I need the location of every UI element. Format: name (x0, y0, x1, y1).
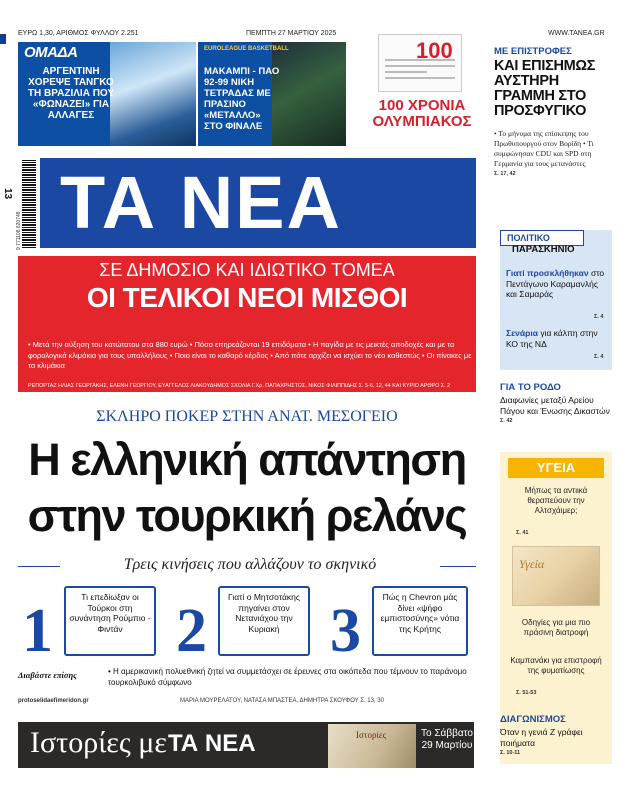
health-header: ΥΓΕΙΑ (508, 458, 604, 478)
read-also-label: Διαβάστε επίσης (18, 670, 77, 680)
main-headline-line2: στην τουρκική ρελάνς (27, 490, 467, 541)
hundred-number: 100 (416, 38, 453, 63)
contest-story[interactable] (500, 714, 620, 756)
move-number: 1 (22, 597, 53, 665)
move-number: 2 (176, 597, 207, 665)
refugee-kicker: ΜΕ ΕΠΙΣΤΡΟΦΕΣ (494, 46, 572, 57)
rodo-story[interactable] (500, 382, 620, 424)
basketball-photo (272, 42, 346, 146)
main-subhead: Τρεις κινήσεις που αλλάζουν το σκηνικό (60, 556, 440, 574)
health-item-1-page: Σ. 41 (516, 530, 529, 536)
health-item-2[interactable]: Οδηγίες για μια πιο πράσινη διατροφή (521, 618, 591, 637)
refugee-page: Σ. 17, 42 (494, 171, 516, 177)
contest-page: Σ. 10-11 (500, 750, 521, 756)
promo-date: Το Σάββατο 29 Μαρτίου (421, 728, 473, 751)
politiko-item-1[interactable] (506, 268, 606, 300)
politiko-item-1-bold: Γιατί προσκλήθηκαν (506, 268, 589, 278)
omada-teaser[interactable] (18, 42, 196, 146)
omada-logo: ΟΜΑΔΑ (24, 44, 78, 61)
refugee-story[interactable] (494, 46, 620, 177)
health-item-3-page: Σ. 51-53 (516, 690, 537, 696)
health-item-1[interactable]: Μήπως τα αντιικά θεραπεύουν την Αλτσχάιμερ; (524, 486, 588, 515)
corner-mark (0, 34, 6, 44)
promo-brand: ΤΑ ΝΕΑ (168, 730, 256, 757)
politiko-item-2-rest: για κάλπη στην ΚΟ της ΝΔ (506, 328, 598, 349)
politiko-label-1: ΠΟΛΙΤΙΚΟ (507, 233, 550, 243)
olympiakos-100-years[interactable]: 100 ΧΡΟΝΙΑ ΟΛΥΜΠΙΑΚΟΣ (372, 97, 472, 130)
barcode (22, 160, 36, 248)
main-headline[interactable] (18, 432, 476, 544)
salaries-story[interactable] (18, 256, 476, 392)
main-credits: ΜΑΡΙΑ ΜΟΥΡΕΛΑΤΟΥ, ΝΑΤΑΣΑ ΜΠΑΣΤΕΑ, ΔΗΜΗΤΡΑ ΣΚΟΥΦΟΥ Σ. 13, 30 (180, 698, 384, 704)
promo-cover-label: Ιστορίες (356, 730, 387, 740)
politiko-item-2[interactable] (506, 328, 606, 349)
issue-date: ΠΕΜΠΤΗ 27 ΜΑΡΤΙΟΥ 2025 (246, 30, 337, 37)
newspaper-logo: ΤΑ ΝΕΑ (60, 161, 342, 244)
refugee-body: • Το μήνυμα της επίσκεψης του Πρωθυπουργού στον Βορίδη • Τι συμφώνησαν CDU και SPD στη Γερμανία για τους μετανάστες (494, 129, 594, 168)
side-number: 13 (2, 188, 13, 200)
salaries-bullets: • Μετά την αύξηση του κατώτατου στα 880 ευρώ • Πόσο επηρεάζονται 19 επιδόματα • Η παγίδα με τις μεικτές αποδοχές και με τα φορολογικά κλιμάκια για τους υπαλλήλους • Ποιο είναι το καθαρό κέρδος • Από πότε αρχίζει να ισχύει το νέο καθεστώς • Οι πίνακες με τα κλιμάκια (28, 340, 472, 370)
politiko-item-2-bold: Σενάρια (506, 328, 538, 338)
basketball-teaser[interactable] (198, 42, 346, 146)
move-text: Γιατί ο Μητσοτάκης πηγαίνει στον Νετανιάχου την Κυριακή (218, 586, 310, 656)
contest-body: Όταν η γενιά Ζ γράφει ποιήματα (500, 727, 583, 748)
watermark-url: protoselidaefimeridon.gr (18, 698, 89, 704)
health-cover-label: Υγεία (519, 557, 545, 571)
site-link[interactable]: WWW.TANEA.GR (548, 30, 605, 37)
istories-promo[interactable] (18, 722, 474, 768)
masthead (40, 158, 476, 248)
main-headline-line1: Η ελληνική απάντηση (28, 434, 466, 485)
football-photo (110, 42, 196, 146)
salaries-credits: ΡΕΠΟΡΤΑΖ ΗΛΙΑΣ ΓΕΩΡΓΑΚΗΣ, ΕΛΕΝΗ ΓΕΩΡΓΙΟΥ, ΕΥΑΓΓΕΛΟΣ ΛΙΑΚΟΥΔΗΜΟΣ ΣΧΟΛΙΑ Γ.Χρ. ΠΑΠΑΧΡΗΣΤΟΣ, ΝΙΚΟΣ ΦΙΛΙΠΠΙΔΗΣ Σ. 5-6, 12, 44 ΚΑΙ ΚΥΡΙΟ ΑΡΘΡΟ Σ. 2 (28, 383, 451, 389)
main-kicker: ΣΚΛΗΡΟ ΠΟΚΕΡ ΣΤΗΝ ΑΝΑΤ. ΜΕΣΟΓΕΙΟ (96, 408, 398, 425)
move-text: Τι επεδίωξαν οι Τούρκοι στη συνάντηση Ρούμπιο - Φιντάν (64, 586, 156, 656)
political-backstage[interactable] (500, 230, 612, 370)
salaries-headline: ΟΙ ΤΕΛΙΚΟΙ ΝΕΟΙ ΜΙΣΘΟΙ (86, 282, 408, 313)
basketball-teaser-text: ΜΑΚΑΜΠΙ - ΠΑΟ 92-99 ΝΙΚΗ ΤΕΤΡΑΔΑΣ ΜΕ ΠΡΑΣΙΝΟ «ΜΕΤΑΛΛΟ» ΣΤΟ ΦΙΝΑΛΕ (204, 66, 280, 132)
rodo-page: Σ. 42 (500, 418, 513, 424)
politiko-label-2: ΠΑΡΑΣΚΗΝΙΟ (512, 244, 575, 255)
euroleague-logo: EUROLEAGUE BASKETBALL (204, 46, 289, 52)
promo-title: Ιστορίες με (30, 726, 167, 759)
politiko-item-2-page: Σ. 4 (594, 354, 604, 360)
rodo-body: Διαφωνίες μεταξύ Αρείου Πάγου και Ένωσης Δικαστών (500, 395, 610, 416)
politiko-item-1-page: Σ. 4 (594, 314, 604, 320)
refugee-headline: ΚΑΙ ΕΠΙΣΗΜΩΣ ΑΥΣΤΗΡΗ ΓΡΑΜΜΗ ΣΤΟ ΠΡΟΣΦΥΓΙΚΟ (494, 58, 596, 119)
move-text: Πώς η Chevron μάς δίνει «ψήφο εμπιστοσύνης» νότια της Κρήτης (372, 586, 468, 656)
top-strip (0, 0, 630, 44)
health-supplement-cover (512, 546, 600, 606)
move-number: 3 (330, 597, 361, 665)
promo-cover (328, 724, 416, 768)
salaries-kicker: ΣΕ ΔΗΜΟΣΙΟ ΚΑΙ ΙΔΙΩΤΙΚΟ ΤΟΜΕΑ (99, 260, 395, 280)
rodo-kicker: ΓΙΑ ΤΟ ΡΟΔΟ (500, 382, 561, 393)
contest-kicker: ΔΙΑΓΩΝΙΣΜΟΣ (500, 714, 566, 725)
politiko-item-1-rest: στο Πεντάγωνο Καραμανλής και Σαμαράς (506, 268, 605, 299)
omada-teaser-text: ΑΡΓΕΝΤΙΝΗ ΧΟΡΕΨΕ ΤΑΝΓΚΟ ΤΗ ΒΡΑΖΙΛΙΑ ΠΟΥ «ΦΩΝΑΖΕΙ» ΓΙΑ ΑΛΛΑΓΕΣ (27, 66, 115, 121)
price-issue: ΕΥΡΩ 1,30, ΑΡΙΘΜΟΣ ΦΥΛΛΟΥ 2.251 (18, 30, 139, 37)
health-item-3[interactable]: Καμπανάκι για επιστροφή της φυματίωσης (510, 656, 602, 675)
issn-number: 9 771108 620748 (16, 211, 22, 250)
read-also-text[interactable]: • Η αμερικανική πολυεθνική ζητεί να συμμετάσχει σε έρευνες στα οικόπεδα που τέμνουν το παράνομο τουρκολιβυκό σύμφωνο (108, 667, 467, 687)
